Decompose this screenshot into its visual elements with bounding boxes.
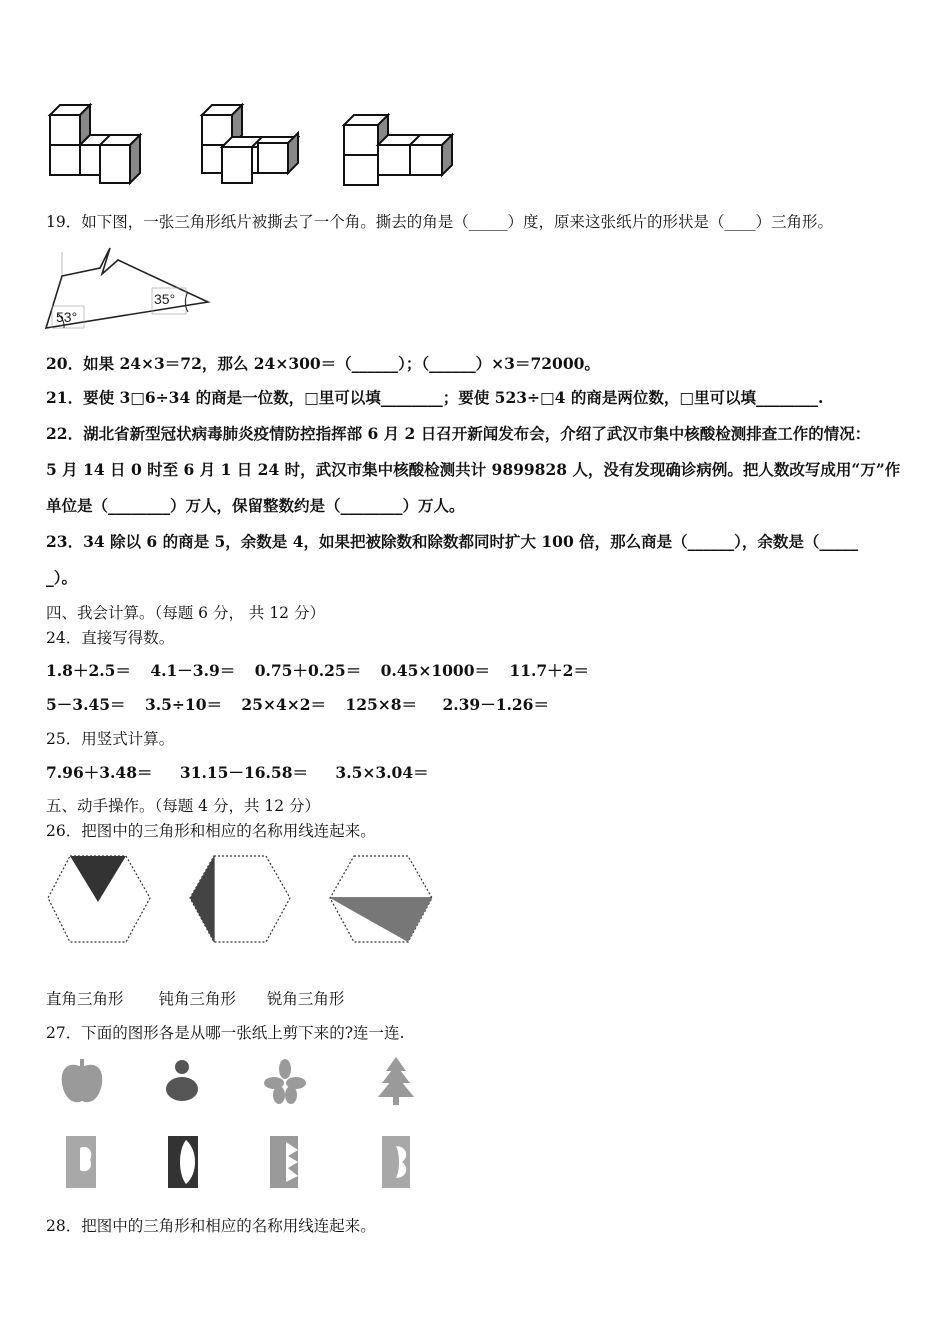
expr-2: 4.1－3.9＝	[150, 661, 236, 680]
cube-figure-1	[50, 105, 140, 183]
hexagon-figures	[40, 850, 440, 950]
tree-shape	[378, 1057, 414, 1105]
question-25-row	[46, 763, 429, 783]
question-22-line-2: 5 月 14 日 0 时至 6 月 1 日 24 时，武汉市集中核酸检测共计 9899828 人，没有发现确诊病例。把人数改写成用“万”作	[46, 460, 901, 479]
question-27-title: 27．下面的图形各是从哪一张纸上剪下来的?连一连.	[46, 1024, 405, 1042]
paper-piece-4	[382, 1136, 410, 1188]
hexagon-2	[190, 856, 290, 942]
expr-8: 25×4×2＝	[241, 695, 327, 714]
hexagon-3	[330, 856, 432, 942]
triangle-name-labels	[46, 989, 344, 1009]
label-obtuse-triangle: 钝角三角形	[158, 990, 236, 1008]
question-21: 21．要使 3□6÷34 的商是一位数，□里可以填________；要使 523÷□4 的商是两位数，□里可以填________.	[46, 388, 824, 407]
label-acute-triangle: 锐角三角形	[266, 990, 345, 1008]
question-24-row-1	[46, 661, 589, 681]
expr-4: 0.45×1000＝	[380, 661, 490, 680]
question-22-line-3: 单位是（________）万人，保留整数约是（________）万人。	[46, 496, 465, 515]
paper-piece-1	[66, 1136, 96, 1188]
flower-shape	[264, 1059, 306, 1104]
question-24-row-2	[46, 695, 549, 715]
expr-9: 125×8＝	[345, 695, 418, 714]
gourd-shape	[166, 1060, 198, 1101]
question-26-title: 26．把图中的三角形和相应的名称用线连起来。	[46, 822, 376, 840]
vertical-calc-3: 3.5×3.04＝	[335, 763, 429, 782]
triangle-shaded-2	[190, 856, 214, 942]
angle-label-right: 35°	[154, 291, 176, 307]
paper-piece-3	[270, 1136, 298, 1188]
cube-figure-3	[344, 115, 452, 185]
question-22-line-1: 22．湖北省新型冠状病毒肺炎疫情防控指挥部 6 月 2 日召开新闻发布会，介绍了武汉市集中核酸检测排查工作的情况：	[46, 424, 871, 443]
vertical-calc-1: 7.96＋3.48＝	[46, 763, 153, 782]
paper-piece-2	[168, 1136, 198, 1188]
cube-figure-2	[202, 105, 298, 183]
question-20: 20．如果 24×3＝72，那么 24×300＝（______）；（______）×3＝72000。	[46, 354, 600, 373]
question-25-title: 25．用竖式计算。	[46, 730, 175, 748]
expr-6: 5－3.45＝	[46, 695, 126, 714]
paper-pieces	[50, 1128, 430, 1198]
expr-7: 3.5÷10＝	[144, 695, 222, 714]
question-23-line-1: 23．34 除以 6 的商是 5，余数是 4，如果把被除数和除数都同时扩大 100 倍，那么商是（______），余数是（_____	[46, 532, 859, 551]
question-19: 19．如下图，一张三角形纸片被撕去了一个角。撕去的角是（_____）度，原来这张纸片的形状是（____）三角形。	[46, 213, 833, 231]
expr-5: 11.7＋2＝	[509, 661, 589, 680]
cutout-shapes	[50, 1055, 430, 1115]
apple-shape	[62, 1059, 103, 1102]
question-23-line-2: _）。	[46, 568, 78, 587]
torn-triangle-figure	[40, 240, 220, 335]
question-28-title: 28．把图中的三角形和相应的名称用线连起来。	[46, 1217, 376, 1235]
vertical-calc-2: 31.15－16.58＝	[179, 763, 308, 782]
angle-label-left: 53°	[56, 309, 78, 325]
cube-figures	[40, 95, 480, 195]
question-24-title: 24．直接写得数。	[46, 629, 175, 647]
expr-1: 1.8＋2.5＝	[46, 661, 131, 680]
hexagon-1	[48, 856, 150, 942]
section-5-title: 五、动手操作。（每题 4 分，共 12 分）	[46, 797, 321, 815]
expr-10: 2.39－1.26＝	[442, 695, 549, 714]
label-right-triangle: 直角三角形	[46, 990, 124, 1008]
section-4-title: 四、我会计算。（每题 6 分， 共 12 分）	[46, 604, 325, 622]
expr-3: 0.75＋0.25＝	[254, 661, 362, 680]
